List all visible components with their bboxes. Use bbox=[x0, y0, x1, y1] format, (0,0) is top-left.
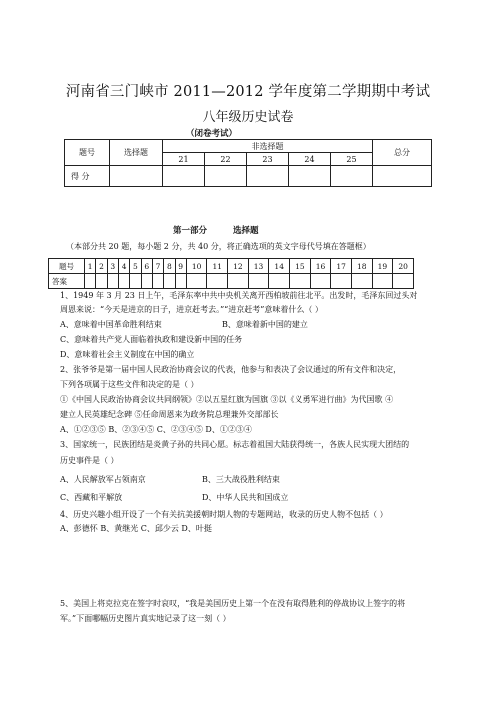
part-type: 选择题 bbox=[233, 226, 259, 236]
answer-cell[interactable] bbox=[175, 274, 186, 289]
answer-num: 9 bbox=[175, 259, 186, 274]
score-num-22: 22 bbox=[205, 153, 247, 166]
answer-cell[interactable] bbox=[118, 274, 129, 289]
answer-num: 10 bbox=[186, 259, 207, 274]
question-1-option-a: A、意味着中国革命胜利结束 bbox=[60, 320, 162, 329]
answer-num: 17 bbox=[331, 259, 352, 274]
score-cell[interactable] bbox=[373, 166, 432, 187]
score-header-feixuanze: 非选择题 bbox=[163, 140, 373, 153]
answer-num: 4 bbox=[118, 259, 129, 274]
question-2-options: A、①②③⑤ B、②③④⑤ C、②③④⑤ D、①②③④ bbox=[60, 425, 252, 434]
answer-cell[interactable] bbox=[331, 274, 352, 289]
question-1-option-b: B、意味着新中国的建立 bbox=[222, 320, 308, 329]
answer-num: 6 bbox=[141, 259, 152, 274]
question-2-items: ①《中国人民政治协商会议共同纲领》②以五星红旗为国旗 ③以《义勇军进行曲》为代国歌 ④ bbox=[60, 395, 394, 404]
answer-num: 19 bbox=[372, 259, 393, 274]
part-heading bbox=[173, 224, 259, 236]
part-name: 第一部分 bbox=[173, 226, 208, 236]
answer-cell[interactable] bbox=[372, 274, 393, 289]
answer-cell[interactable] bbox=[248, 274, 269, 289]
answer-num: 16 bbox=[310, 259, 331, 274]
answer-header-daan: 答案 bbox=[49, 274, 85, 289]
answer-cell[interactable] bbox=[130, 274, 141, 289]
answer-num: 13 bbox=[248, 259, 269, 274]
score-cell[interactable] bbox=[289, 166, 331, 187]
answer-num: 7 bbox=[152, 259, 163, 274]
question-2-items: 建立人民英雄纪念碑 ⑤任命周恩来为政务院总理兼外交部部长 bbox=[60, 410, 279, 419]
score-num-21: 21 bbox=[163, 153, 205, 166]
question-3-option-c: C、西藏和平解放 bbox=[60, 493, 123, 502]
answer-cell[interactable] bbox=[164, 274, 175, 289]
score-cell[interactable] bbox=[163, 166, 205, 187]
answer-cell[interactable] bbox=[393, 274, 414, 289]
question-5-stem: 军。”下面哪幅历史图片真实地记录了这一刻（ ） bbox=[60, 614, 231, 623]
question-4-options: A、彭德怀 B、黄继光 C、邱少云 D、叶挺 bbox=[60, 524, 212, 533]
closed-book-note: （闭卷考试） bbox=[186, 129, 238, 139]
answer-num: 1 bbox=[85, 259, 96, 274]
answer-cell[interactable] bbox=[141, 274, 152, 289]
score-header-tihao: 题号 bbox=[65, 140, 110, 166]
exam-subtitle: 八年级历史试卷 bbox=[202, 110, 294, 125]
answer-cell[interactable] bbox=[85, 274, 96, 289]
answer-num: 2 bbox=[96, 259, 107, 274]
score-cell[interactable] bbox=[331, 166, 373, 187]
question-4-stem: 4、历史兴趣小组开设了一个有关抗美援朝时期人物的专题网站，收录的历史人物不包括（ ） bbox=[60, 510, 388, 519]
question-3-option-d: D、中华人民共和国成立 bbox=[202, 493, 289, 502]
answer-num: 11 bbox=[207, 259, 228, 274]
question-3-stem: 历史事件是（ ） bbox=[60, 456, 119, 465]
answer-num: 14 bbox=[269, 259, 290, 274]
answer-num: 5 bbox=[130, 259, 141, 274]
answer-cell[interactable] bbox=[96, 274, 107, 289]
score-num-23: 23 bbox=[247, 153, 289, 166]
score-header-zongfen: 总分 bbox=[373, 140, 432, 166]
answer-table bbox=[48, 258, 414, 289]
score-header-xuanze: 选择题 bbox=[110, 140, 163, 166]
question-3-option-b: B、三大战役胜利结束 bbox=[202, 475, 280, 484]
answer-num: 20 bbox=[393, 259, 414, 274]
score-cell[interactable] bbox=[247, 166, 289, 187]
question-3-option-a: A、人民解放军占领南京 bbox=[60, 475, 146, 484]
answer-num: 18 bbox=[351, 259, 372, 274]
question-1-stem: 1、1949 年 3 月 23 日上午，毛泽东率中共中央机关离开西柏坡前往北平。出发时，毛泽东回过头对 bbox=[60, 291, 418, 300]
answer-num: 3 bbox=[107, 259, 118, 274]
score-num-25: 25 bbox=[331, 153, 373, 166]
answer-header-tihao: 题号 bbox=[49, 259, 85, 274]
score-row-defen: 得 分 bbox=[65, 166, 110, 187]
question-1-stem: 周恩来说：“今天是进京的日子，进京赶考去。”“进京赶考”意味着什么（ ） bbox=[60, 305, 323, 314]
score-table bbox=[64, 139, 432, 187]
answer-cell[interactable] bbox=[269, 274, 290, 289]
answer-num: 8 bbox=[164, 259, 175, 274]
answer-num: 12 bbox=[228, 259, 249, 274]
answer-cell[interactable] bbox=[186, 274, 207, 289]
question-1-option-d: D、意味着社会主义制度在中国的确立 bbox=[60, 350, 195, 359]
score-num-24: 24 bbox=[289, 153, 331, 166]
answer-cell[interactable] bbox=[351, 274, 372, 289]
question-2-stem: 下列各项属于这些文件和决定的是（ ） bbox=[60, 380, 199, 389]
answer-cell[interactable] bbox=[310, 274, 331, 289]
answer-num: 15 bbox=[290, 259, 311, 274]
answer-cell[interactable] bbox=[152, 274, 163, 289]
answer-cell[interactable] bbox=[290, 274, 311, 289]
question-5-stem: 5、美国上将克拉克在签字时哀叹，“我是美国历史上第一个在没有取得胜利的停战协议上签字的将 bbox=[60, 599, 406, 608]
score-cell[interactable] bbox=[110, 166, 163, 187]
answer-cell[interactable] bbox=[228, 274, 249, 289]
question-2-stem: 2、张爷爷是第一届中国人民政治协商会议的代表，他参与和表决了会议通过的所有文件和决定， bbox=[60, 365, 402, 374]
score-cell[interactable] bbox=[205, 166, 247, 187]
answer-cell[interactable] bbox=[107, 274, 118, 289]
part-instruction: （本部分共 20 题，每小题 2 分，共 40 分，将正确选项的英文字母代号填在答题框） bbox=[66, 242, 371, 251]
answer-cell[interactable] bbox=[207, 274, 228, 289]
question-1-option-c: C、意味着共产党人面临着执政和建设新中国的任务 bbox=[60, 335, 243, 344]
exam-title: 河南省三门峡市 2011—2012 学年度第二学期期中考试 bbox=[65, 84, 431, 100]
question-3-stem: 3、国家统一，民族团结是炎黄子孙的共同心愿。标志着祖国大陆获得统一，各族人民实现大团结的 bbox=[60, 440, 410, 449]
